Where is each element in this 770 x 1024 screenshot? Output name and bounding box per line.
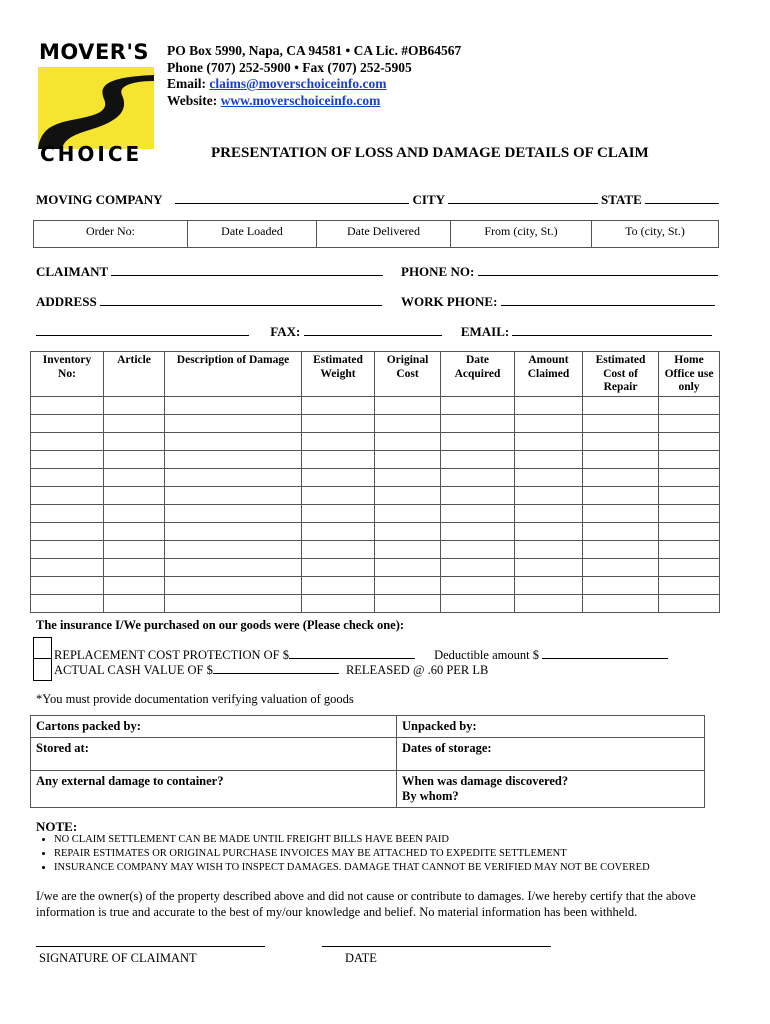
claimant-signature-label: SIGNATURE OF CLAIMANT [39,951,197,965]
table-cell[interactable] [583,486,659,504]
table-cell[interactable] [515,558,583,576]
replacement-row [54,647,668,663]
header-text: No: [58,367,76,380]
address-line: PO Box 5990, Napa, CA 94581 • CA Lic. #OB64567 [167,43,462,58]
table-cell[interactable] [583,432,659,450]
table-cell[interactable] [302,558,375,576]
table-cell[interactable] [441,396,515,414]
table-cell[interactable] [515,594,583,612]
header-text: only [678,381,700,393]
table-cell[interactable] [165,432,302,450]
road-icon [38,67,154,149]
table-cell[interactable] [375,540,441,558]
table-cell[interactable] [302,486,375,504]
claimant-field[interactable] [111,264,383,276]
table-cell[interactable] [31,558,104,576]
website-label: Website: [167,92,218,108]
table-cell[interactable] [31,540,104,558]
table-cell[interactable] [659,450,720,468]
table-cell[interactable] [31,486,104,504]
state-field[interactable] [645,192,719,204]
from-city-cell[interactable]: From (city, St.) [451,221,592,248]
table-cell[interactable] [583,468,659,486]
header-text: Description of Damage [176,354,290,366]
table-cell[interactable] [583,504,659,522]
address-row [36,294,382,310]
header-text: Weight [320,367,356,380]
phone-row [401,264,718,280]
table-cell[interactable] [441,540,515,558]
fax-email-row [36,324,712,340]
address-field[interactable] [100,294,382,306]
table-cell[interactable] [515,486,583,504]
claimant-row [36,264,383,280]
table-row [31,468,720,486]
table-cell[interactable] [165,522,302,540]
dates-storage-cell[interactable]: Dates of storage: [397,738,705,771]
external-damage-cell[interactable]: Any external damage to container? [31,771,397,808]
table-cell[interactable] [515,504,583,522]
replacement-field[interactable] [289,647,415,659]
company-row [36,192,719,208]
table-cell[interactable] [583,522,659,540]
table-cell[interactable] [375,468,441,486]
city-field[interactable] [448,192,598,204]
table-row [31,522,720,540]
phone-line: Phone (707) 252-5900 • Fax (707) 252-5905 [167,59,412,75]
table-cell[interactable] [659,576,720,594]
email-link[interactable]: claims@moverschoiceinfo.com [209,76,387,91]
table-cell[interactable] [165,504,302,522]
table-cell[interactable] [104,576,165,594]
table-cell[interactable] [659,504,720,522]
items-header-cell [302,352,375,397]
table-cell[interactable] [375,432,441,450]
table-cell[interactable] [302,414,375,432]
items-header-cell [441,352,515,397]
table-cell[interactable] [515,522,583,540]
table-cell[interactable] [659,540,720,558]
items-header-cell [31,352,104,397]
table-cell[interactable] [659,594,720,612]
email-label: Email: [167,76,206,91]
table-cell[interactable] [31,414,104,432]
work-phone-label: WORK PHONE: [401,294,498,309]
header-text: Estimated [313,354,363,366]
certification-text: I/we are the owner(s) of the property described above and did not cause or contribute to damages. I/we hereby certify that the above information is true and accurate to the best of my/our knowledge and belief. No material information has been withheld. [36,889,696,919]
table-cell[interactable] [104,558,165,576]
order-table [33,220,719,248]
details-table [30,715,705,808]
table-cell[interactable] [165,486,302,504]
header-text: Acquired [454,367,501,380]
table-cell[interactable] [583,450,659,468]
table-cell[interactable] [515,396,583,414]
table-cell[interactable] [302,576,375,594]
table-cell[interactable] [659,396,720,414]
table-cell[interactable] [441,504,515,522]
table-row [31,396,720,414]
phone-label: PHONE NO: [401,264,475,279]
table-cell[interactable] [375,522,441,540]
table-cell[interactable] [375,504,441,522]
email-field[interactable] [512,324,712,336]
cartons-packed-cell[interactable]: Cartons packed by: [31,716,397,738]
table-row [31,414,720,432]
table-cell[interactable] [515,576,583,594]
header-text: Cost [396,367,419,380]
table-cell[interactable] [302,540,375,558]
date-loaded-cell[interactable]: Date Loaded [188,221,317,248]
date-signature-line[interactable] [322,946,551,947]
table-cell[interactable] [165,396,302,414]
table-cell[interactable] [104,594,165,612]
header-text: Original [386,354,429,366]
to-city-cell[interactable]: To (city, St.) [592,221,719,248]
table-cell[interactable] [165,576,302,594]
table-cell[interactable] [104,432,165,450]
table-cell[interactable] [31,594,104,612]
table-cell[interactable] [583,558,659,576]
header-text: Office use [664,367,714,380]
table-row [31,594,720,612]
list-item: • INSURANCE COMPANY MAY WISH TO INSPECT DAMAGES. DAMAGE THAT CANNOT BE VERIFIED MAY NOT BE COVERED [54,861,650,875]
address-label: ADDRESS [36,294,97,309]
table-cell[interactable] [302,504,375,522]
table-cell[interactable] [31,522,104,540]
table-cell[interactable] [302,432,375,450]
table-cell[interactable] [441,522,515,540]
header-text: Claimed [527,367,570,380]
list-item: • NO CLAIM SETTLEMENT CAN BE MADE UNTIL FREIGHT BILLS HAVE BEEN PAID [54,833,650,847]
items-header-cell [515,352,583,397]
order-no-cell[interactable]: Order No: [34,221,188,248]
table-cell[interactable] [104,468,165,486]
address-line2-field[interactable] [36,324,249,336]
table-cell[interactable] [659,414,720,432]
table-cell[interactable] [659,432,720,450]
note-heading: NOTE: [36,819,78,834]
table-cell[interactable] [165,468,302,486]
header-text: Repair [603,381,638,393]
table-cell[interactable] [375,486,441,504]
table-row [31,450,720,468]
valuation-footnote: *You must provide documentation verifying valuation of goods [36,692,354,706]
damage-discovered-cell[interactable] [397,771,705,808]
table-row [31,576,720,594]
table-cell[interactable] [659,468,720,486]
items-header-cell [104,352,165,397]
items-header-cell [375,352,441,397]
cash-value-field[interactable] [213,662,339,674]
table-cell[interactable] [583,576,659,594]
items-header-cell [583,352,659,397]
table-cell[interactable] [31,576,104,594]
table-cell[interactable] [165,594,302,612]
table-cell[interactable] [302,468,375,486]
table-cell[interactable] [104,486,165,504]
unpacked-cell[interactable]: Unpacked by: [397,716,705,738]
table-cell[interactable] [583,594,659,612]
items-header-cell [165,352,302,397]
cash-value-label: ACTUAL CASH VALUE OF $ [54,663,213,677]
replacement-label: REPLACEMENT COST PROTECTION OF $ [54,648,289,662]
table-cell[interactable] [375,450,441,468]
header-text: Estimated [595,354,646,366]
deductible-label: Deductible amount $ [434,648,539,662]
contact-block [167,43,461,109]
table-cell[interactable] [104,396,165,414]
claimant-label: CLAIMANT [36,264,108,279]
table-cell[interactable] [441,486,515,504]
table-cell[interactable] [441,468,515,486]
fax-field[interactable] [304,324,442,336]
header-text: Article [117,354,151,366]
table-cell[interactable] [515,540,583,558]
table-cell[interactable] [31,450,104,468]
table-row [31,558,720,576]
header-text: Cost of [603,367,638,380]
table-cell[interactable] [583,396,659,414]
table-cell[interactable] [441,576,515,594]
website-link[interactable]: www.moverschoiceinfo.com [220,92,381,108]
table-cell[interactable] [302,396,375,414]
header-text: Home [674,354,704,366]
items-table [30,351,720,613]
table-cell[interactable] [302,450,375,468]
table-cell[interactable] [375,558,441,576]
company-logo [36,40,156,165]
logo-top-text: MOVER'S [39,40,150,64]
table-cell[interactable] [583,414,659,432]
header-text: Inventory [42,354,92,366]
cash-value-row [54,662,488,678]
table-row [31,540,720,558]
header-text: Amount [528,354,569,366]
table-cell[interactable] [31,396,104,414]
table-cell[interactable] [104,450,165,468]
table-cell[interactable] [302,522,375,540]
website-line [167,93,461,110]
table-cell[interactable] [302,594,375,612]
state-label: STATE [601,192,642,207]
table-cell[interactable] [515,414,583,432]
damage-discovered-label: When was damage discovered? [402,774,569,788]
table-cell[interactable] [375,576,441,594]
phone-field[interactable] [478,264,718,276]
table-cell[interactable] [659,486,720,504]
table-cell[interactable] [441,558,515,576]
date-label: DATE [345,951,377,965]
claimant-signature-line[interactable] [36,946,265,947]
table-row [31,432,720,450]
table-cell[interactable] [441,594,515,612]
email-field-label: EMAIL: [460,324,510,339]
email-line [167,76,461,93]
table-cell[interactable] [31,504,104,522]
list-item: • REPAIR ESTIMATES OR ORIGINAL PURCHASE INVOICES MAY BE ATTACHED TO EXPEDITE SETTLEMENT [54,847,650,861]
table-cell[interactable] [375,594,441,612]
work-phone-field[interactable] [501,294,715,306]
by-whom-label: By whom? [402,789,459,803]
work-phone-row [401,294,715,310]
insurance-checkbox-2[interactable] [33,658,52,681]
table-cell[interactable] [104,540,165,558]
table-cell[interactable] [583,540,659,558]
insurance-checkbox-1[interactable] [33,637,52,659]
fax-label: FAX: [270,324,301,339]
table-cell[interactable] [165,414,302,432]
moving-company-field[interactable] [175,192,409,204]
table-cell[interactable] [31,468,104,486]
table-cell[interactable] [165,540,302,558]
date-delivered-cell[interactable]: Date Delivered [317,221,451,248]
logo-bottom-text: CHOICE [40,142,143,166]
table-row [31,504,720,522]
insurance-prompt: The insurance I/We purchased on our goods were (Please check one): [36,618,405,632]
moving-company-label: MOVING COMPANY [36,192,163,207]
table-cell[interactable] [659,558,720,576]
table-cell[interactable] [441,414,515,432]
table-cell[interactable] [375,414,441,432]
table-row [31,486,720,504]
table-cell[interactable] [165,558,302,576]
table-cell[interactable] [104,504,165,522]
released-label: RELEASED @ .60 PER LB [345,663,489,677]
items-header-cell [659,352,720,397]
table-cell[interactable] [375,396,441,414]
city-label: CITY [412,192,445,207]
note-list [36,833,650,875]
table-cell[interactable] [515,468,583,486]
table-cell[interactable] [31,432,104,450]
stored-at-cell[interactable]: Stored at: [31,738,397,771]
table-cell[interactable] [515,432,583,450]
table-cell[interactable] [104,414,165,432]
table-cell[interactable] [104,522,165,540]
table-cell[interactable] [659,522,720,540]
deductible-field[interactable] [542,647,668,659]
table-cell[interactable] [165,450,302,468]
header-text: Date [466,354,489,366]
table-cell[interactable] [441,432,515,450]
table-cell[interactable] [441,450,515,468]
page-title: PRESENTATION OF LOSS AND DAMAGE DETAILS OF CLAIM [211,145,649,161]
table-cell[interactable] [515,450,583,468]
